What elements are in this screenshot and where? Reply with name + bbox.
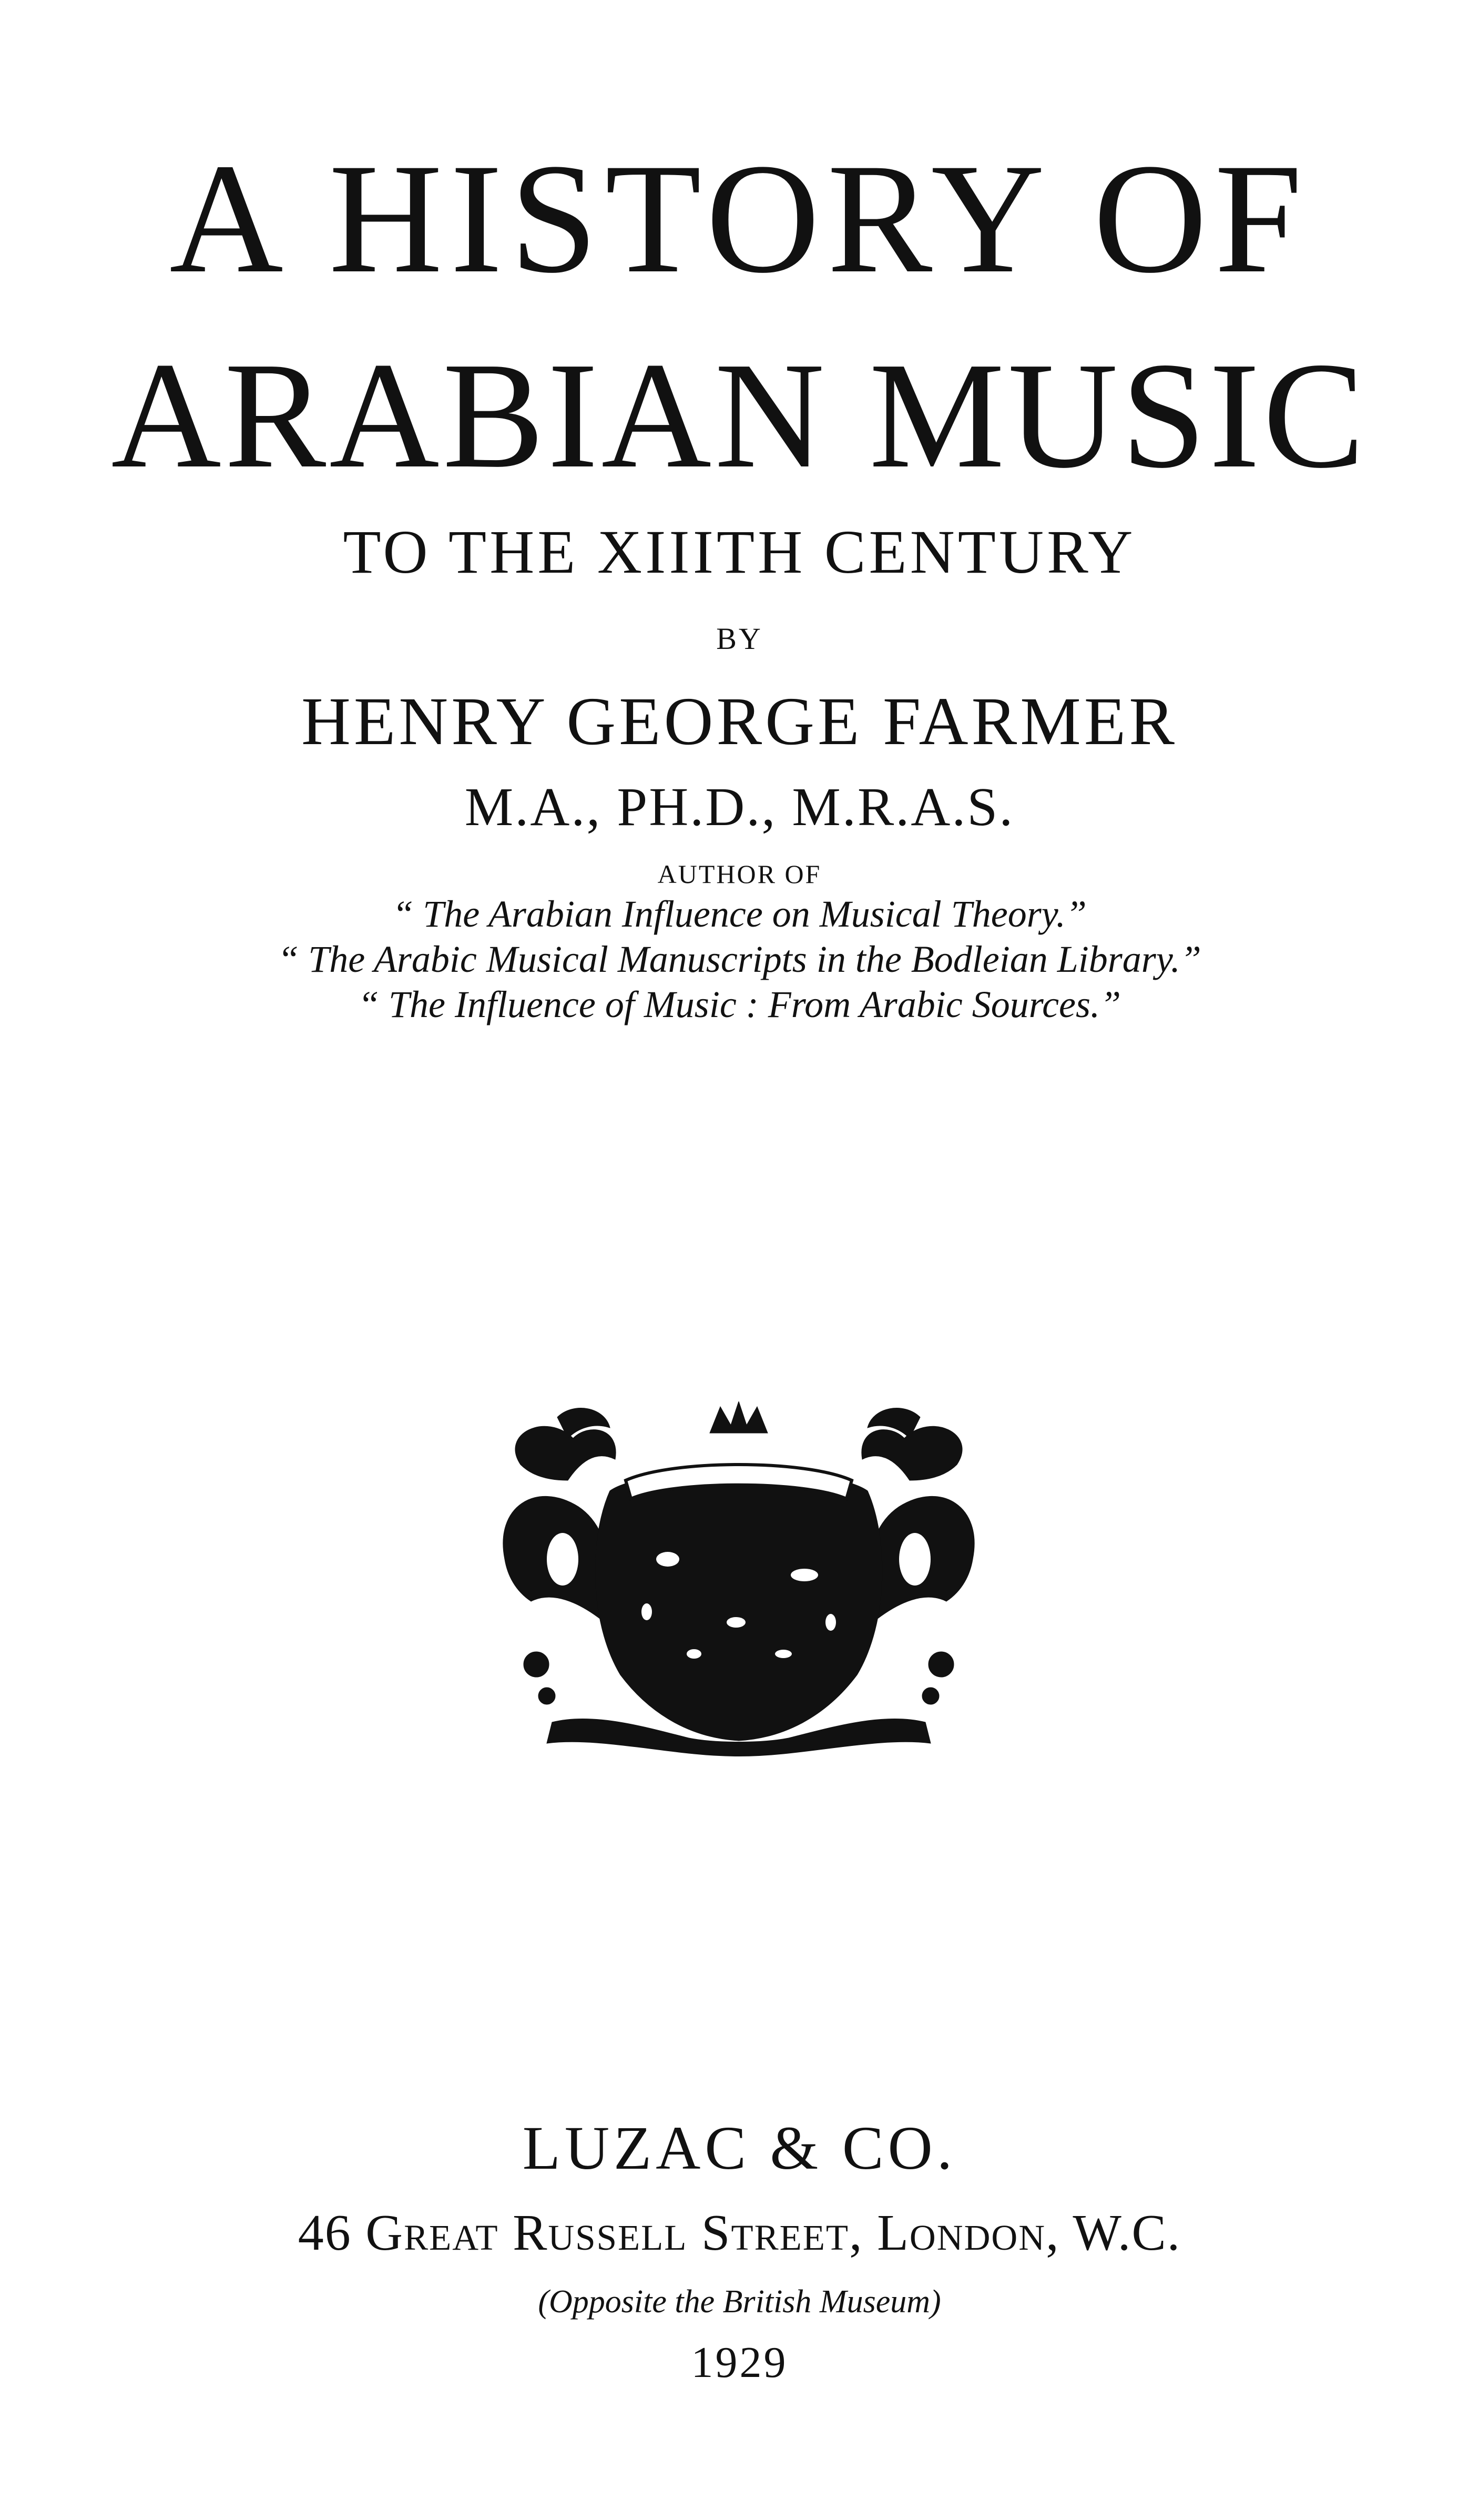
previous-work-2: “ The Arabic Musical Manuscripts in the Bodleian Library.” [278, 938, 1201, 980]
by-label: BY [716, 622, 763, 656]
book-title-line-2: ARABIAN MUSIC [111, 331, 1368, 500]
author-of-heading: AUTHOR OF [657, 859, 822, 889]
publisher-location-note: (Opposite the British Museum) [538, 2284, 941, 2320]
publisher-address: 46 Great Russell Street, London, W.C. [298, 2204, 1181, 2261]
publication-year: 1929 [691, 2338, 788, 2387]
book-subtitle: TO THE XIIITH CENTURY [343, 517, 1136, 586]
previous-work-3: “ The Influence of Music : From Arabic Sources.” [358, 983, 1121, 1025]
publisher-name: LUZAC & CO. [522, 2113, 957, 2182]
publisher-device-emblem-icon [489, 1401, 988, 1759]
author-degrees: M.A., PH.D., M.R.A.S. [464, 777, 1015, 837]
book-title-line-1: A HISTORY OF [169, 131, 1310, 306]
author-name: HENRY GEORGE FARMER [301, 684, 1178, 759]
previous-work-1: “ The Arabian Influence on Musical Theory.” [392, 893, 1087, 935]
